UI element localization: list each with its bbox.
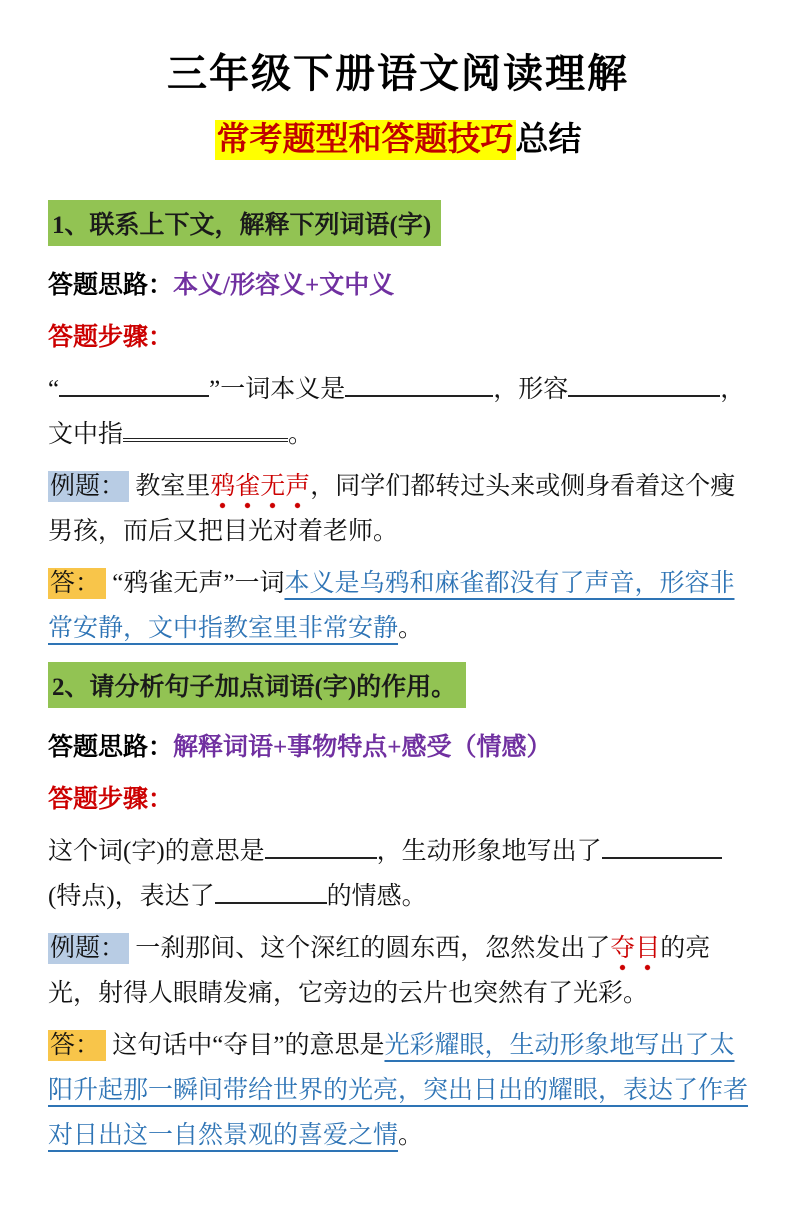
fill-blank xyxy=(215,874,327,904)
section-2-idea-value: 解释词语+事物特点+感受（情感） xyxy=(173,734,552,761)
section-1 xyxy=(48,196,748,651)
answer-underlined-text: 本义是乌鸦和麻雀都没有了声音，形容非常安静，文中指教室里非常安静 xyxy=(48,570,735,642)
steps-label: 答题步骤： xyxy=(48,324,174,351)
template-text: 这个词(字)的意思是 xyxy=(48,838,265,865)
template-text: ，生动形象地写出了 xyxy=(376,838,602,865)
answer-label: 答： xyxy=(48,1030,106,1061)
template-text: (特点)，表达了 xyxy=(48,883,215,910)
section-2-heading: 2、请分析句子加点词语(字)的作用。 xyxy=(48,662,466,708)
template-text: 的情感。 xyxy=(326,883,427,910)
section-1-steps-line xyxy=(48,315,748,360)
template-text: 。 xyxy=(288,421,314,448)
section-2-template xyxy=(48,829,748,919)
answer-text-before: “鸦雀无声”一词 xyxy=(112,570,285,597)
template-text: ， xyxy=(720,376,746,403)
section-1-heading: 1、联系上下文，解释下列词语(字) xyxy=(48,200,441,246)
worksheet-page xyxy=(48,42,748,1158)
template-text: 文中指 xyxy=(48,421,124,448)
steps-label: 答题步骤： xyxy=(48,786,174,813)
answer-label: 答： xyxy=(48,568,106,599)
example-label: 例题： xyxy=(48,471,129,502)
template-text: ，形容 xyxy=(493,376,569,403)
fill-blank xyxy=(602,829,722,859)
template-text: “ xyxy=(48,376,60,403)
example-label: 例题： xyxy=(48,933,129,964)
subtitle-plain-text: 总结 xyxy=(515,122,582,158)
fill-blank xyxy=(568,367,720,397)
answer-text-after: 。 xyxy=(398,1122,424,1149)
example-emphasized-word: 夺目 xyxy=(610,935,660,971)
template-text: ”一词本义是 xyxy=(209,376,346,403)
section-1-example xyxy=(48,464,748,554)
section-1-answer xyxy=(48,561,748,651)
example-text-after: 的亮光，射得人眼睛发痛，它旁边的云片也突然有了光彩。 xyxy=(48,935,711,1007)
example-text-before: 一刹那间、这个深红的圆东西，忽然发出了 xyxy=(135,935,611,962)
section-2-example xyxy=(48,926,748,1016)
section-1-template xyxy=(48,367,748,457)
idea-label: 答题思路： xyxy=(48,734,174,761)
answer-text-after: 。 xyxy=(398,615,424,642)
fill-blank xyxy=(59,367,209,397)
section-1-idea-line xyxy=(48,263,748,308)
page-subtitle xyxy=(48,113,748,160)
answer-underlined-text: 光彩耀眼，生动形象地写出了太阳升起那一瞬间带给世界的光亮，突出日出的耀眼，表达了作者对日出这一自然景观的喜爱之情 xyxy=(48,1032,749,1149)
example-text-after: ，同学们都转过头来或侧身看着这个瘦男孩，而后又把目光对着老师。 xyxy=(48,473,736,545)
fill-blank-double xyxy=(123,412,288,442)
example-emphasized-word: 鸦雀无声 xyxy=(210,473,310,509)
answer-text-before: 这句话中“夺目”的意思是 xyxy=(112,1032,385,1059)
page-title: 三年级下册语文阅读理解 xyxy=(167,51,629,96)
section-2-idea-line xyxy=(48,725,748,770)
fill-blank xyxy=(345,367,493,397)
idea-label: 答题思路： xyxy=(48,272,174,299)
section-2 xyxy=(48,658,748,1158)
subtitle-highlighted-text: 常考题型和答题技巧 xyxy=(216,122,514,158)
fill-blank xyxy=(265,829,377,859)
section-2-steps-line xyxy=(48,777,748,822)
example-text-before: 教室里 xyxy=(135,473,211,500)
section-2-answer xyxy=(48,1023,748,1158)
section-1-idea-value: 本义/形容义+文中义 xyxy=(173,272,395,299)
